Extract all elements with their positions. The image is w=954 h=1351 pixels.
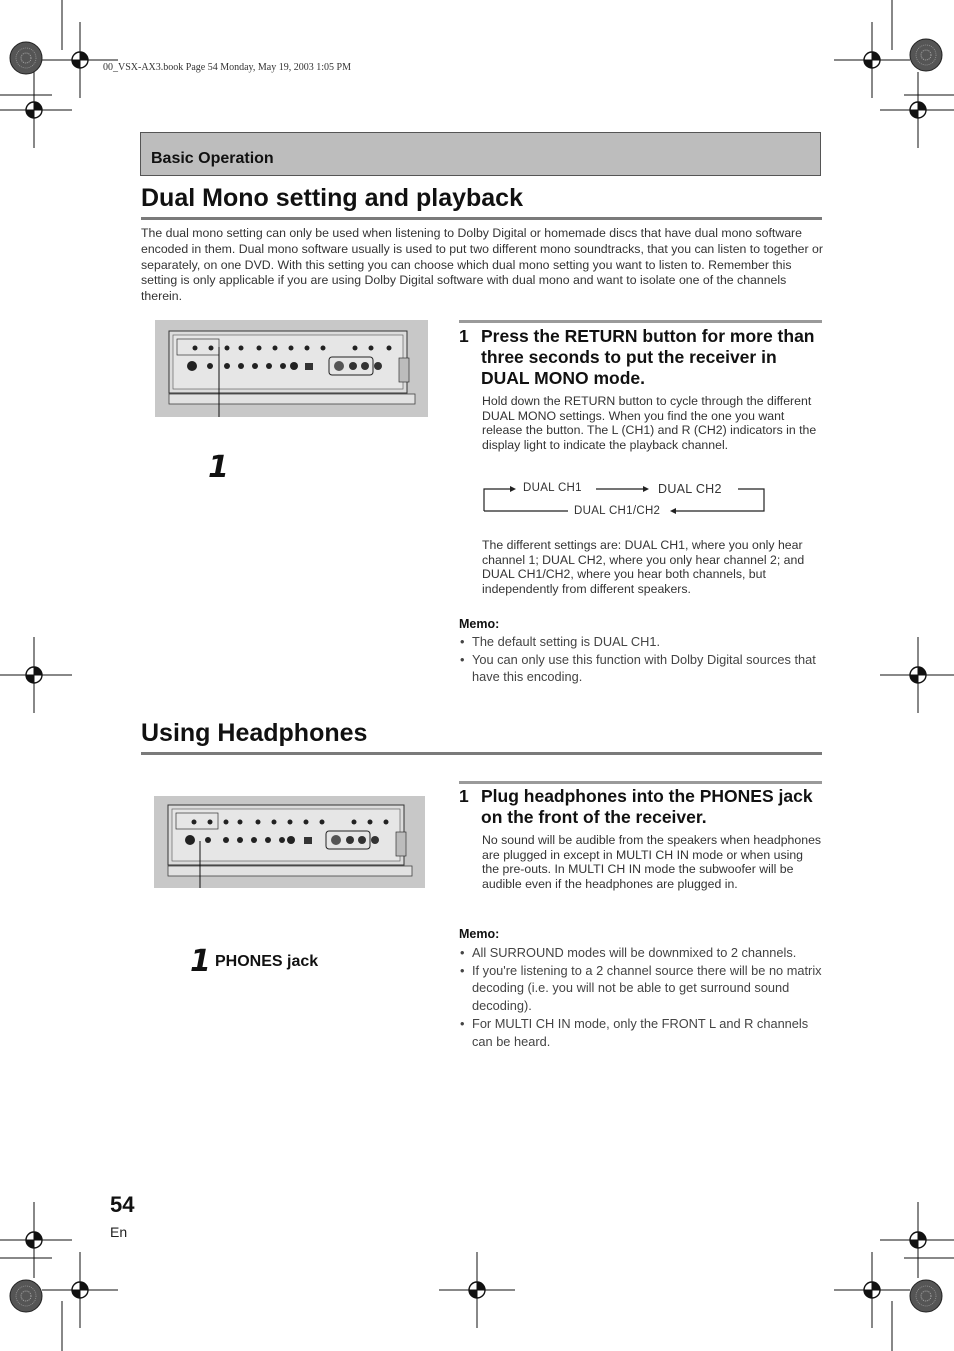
section-label: Basic Operation	[151, 150, 274, 167]
step-title: Plug headphones into the PHONES jack on the front of the receiver.	[481, 786, 813, 827]
step-description: No sound will be audible from the speakers when headphones are plugged in except in MULTI CH IN mode or when using the pre-outs. In MULTI CH IN mode the subwoofer will be audible even if the headphones are plugged in.	[482, 833, 822, 892]
dual-mono-title: Dual Mono setting and playback	[141, 184, 523, 212]
dual-mono-intro: The dual mono setting can only be used when listening to Dolby Digital or homemade discs that have dual mono software encoded in them. Dual mono software usually is used to put two different mono soundtracks, that you can listen to together or separately, on one DVD. With this setting you can choose which dual mono setting you want to listen to. Remember this setting is only applicable if you are using Dolby Digital software with dual mono and want to isolate one of the channels therein.	[141, 226, 823, 304]
flow-item-dual-ch1-ch2: DUAL CH1/CH2	[574, 505, 661, 517]
section-header-bar	[140, 132, 821, 176]
memo-list	[459, 633, 824, 686]
title-rule	[141, 752, 822, 755]
page-language: En	[110, 1224, 128, 1240]
step-number: 1	[459, 326, 469, 346]
step-rule	[459, 320, 822, 323]
memo-item: • For MULTI CH IN mode, only the FRONT L and R channels can be heard.	[459, 1015, 824, 1050]
headphones-title: Using Headphones	[141, 719, 368, 747]
callout-number: 1	[190, 944, 211, 979]
file-header: 00_VSX-AX3.book Page 54 Monday, May 19, 2003 1:05 PM	[103, 62, 351, 73]
memo-item: • The default setting is DUAL CH1.	[459, 633, 824, 651]
step-description: Hold down the RETURN button to cycle through the different DUAL MONO settings. When you find the one you want release the button. The L (CH1) and R (CH2) indicators in the display light to indicate the playback channel.	[482, 394, 817, 453]
phones-jack-label: PHONES jack	[215, 953, 319, 970]
page-number: 54	[110, 1192, 135, 1217]
memo-item: • If you're listening to a 2 channel source there will be no matrix decoding (i.e. you will not be able to get surround sound decoding).	[459, 962, 824, 1015]
memo-item: • All SURROUND modes will be downmixed to 2 channels.	[459, 944, 824, 962]
step-heading	[459, 786, 824, 828]
title-rule	[141, 217, 822, 220]
receiver-front-panel-illustration	[154, 796, 425, 888]
flow-item-dual-ch1: DUAL CH1	[523, 482, 582, 494]
step-rule	[459, 781, 822, 784]
memo-list	[459, 944, 824, 1050]
receiver-front-panel-illustration	[155, 320, 428, 417]
callout-number: 1	[208, 450, 229, 485]
flow-item-dual-ch2: DUAL CH2	[658, 482, 722, 496]
memo-heading: Memo:	[459, 617, 500, 631]
step-title: Press the RETURN button for more than three seconds to put the receiver in DUAL MONO mode.	[481, 326, 815, 388]
step-number: 1	[459, 786, 469, 806]
settings-description: The different settings are: DUAL CH1, where you only hear channel 1; DUAL CH2, where you only hear channel 2; and DUAL CH1/CH2, where you hear both channels, but independently from different speakers.	[482, 538, 805, 597]
memo-heading: Memo:	[459, 927, 500, 941]
step-heading	[459, 326, 824, 389]
memo-item: • You can only use this function with Dolby Digital sources that have this encoding.	[459, 651, 824, 686]
